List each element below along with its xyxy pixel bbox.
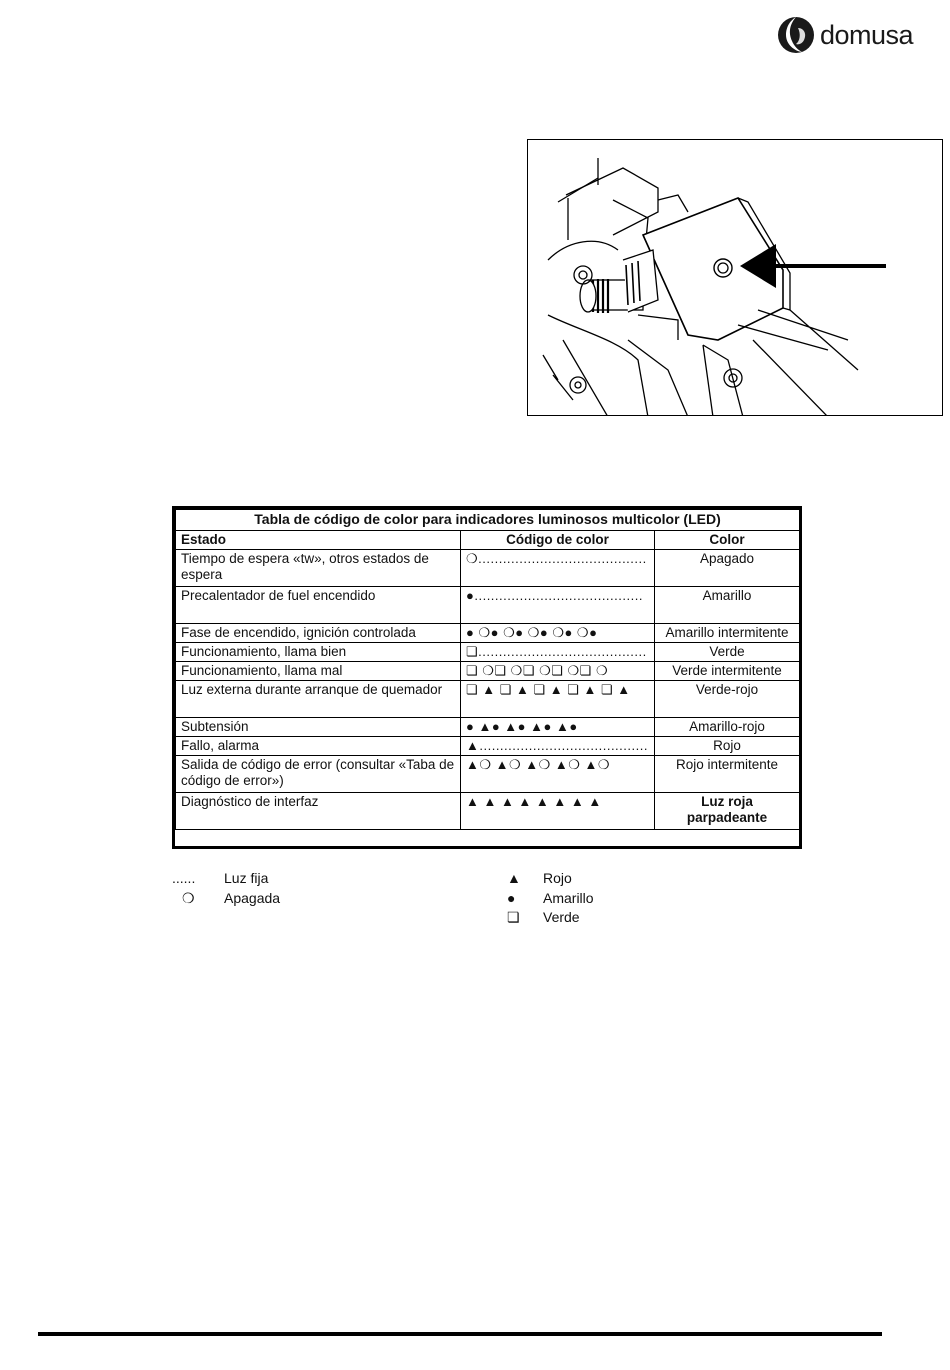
cell-codigo: ❍......................................... — [461, 550, 655, 587]
cell-color: Rojo intermitente — [655, 756, 800, 793]
off-circle-icon: ❍ — [182, 889, 195, 906]
legend-item — [172, 889, 372, 909]
cell-color: Verde-rojo — [655, 681, 800, 718]
table-row — [176, 624, 800, 643]
led-color-code-table — [172, 506, 802, 849]
column-header-color: Color — [655, 531, 800, 550]
cell-color: Amarillo intermitente — [655, 624, 800, 643]
table-title: Tabla de código de color para indicadores luminosos multicolor (LED) — [176, 510, 800, 531]
table-row — [176, 756, 800, 793]
legend-left — [172, 869, 372, 908]
cell-codigo: ❏......................................... — [461, 643, 655, 662]
legend-right — [507, 869, 707, 928]
domusa-logo-icon — [776, 14, 816, 54]
legend-label: Amarillo — [543, 889, 594, 906]
led-table — [175, 509, 800, 830]
footer-rule — [38, 1332, 882, 1336]
cell-color: Apagado — [655, 550, 800, 587]
table-row — [176, 662, 800, 681]
cell-color: Amarillo-rojo — [655, 718, 800, 737]
cell-codigo: ●......................................... — [461, 587, 655, 624]
cell-estado: Funcionamiento, llama mal — [176, 662, 461, 681]
column-header-codigo: Código de color — [461, 531, 655, 550]
legend-label: Luz fija — [224, 870, 269, 886]
table-row — [176, 550, 800, 587]
column-header-estado: Estado — [176, 531, 461, 550]
dots-symbol: ...... — [172, 870, 196, 886]
legend-label: Rojo — [543, 870, 572, 886]
table-row — [176, 681, 800, 718]
cell-codigo: ❏ ▲ ❏ ▲ ❏ ▲ ❏ ▲ ❏ ▲ — [461, 681, 655, 718]
table-row — [176, 793, 800, 830]
cell-codigo: ▲......................................... — [461, 737, 655, 756]
legend-item — [172, 869, 372, 889]
cell-codigo: ▲ ▲ ▲ ▲ ▲ ▲ ▲ ▲ — [461, 793, 655, 830]
triangle-icon: ▲ — [507, 870, 521, 886]
cell-codigo: ❏ ❍❏ ❍❏ ❍❏ ❍❏ ❍ — [461, 662, 655, 681]
domusa-logo — [776, 14, 916, 58]
table-row — [176, 587, 800, 624]
burner-led-reset-button-illustration — [528, 140, 943, 416]
cell-estado: Funcionamiento, llama bien — [176, 643, 461, 662]
cell-codigo: ● ❍● ❍● ❍● ❍● ❍● — [461, 624, 655, 643]
cell-color: Verde — [655, 643, 800, 662]
cell-color: Verde intermitente — [655, 662, 800, 681]
cell-estado: Tiempo de espera «tw», otros estados de espera — [176, 550, 461, 587]
legend-item — [507, 908, 707, 928]
burner-illustration — [527, 139, 943, 416]
cell-codigo: ▲❍ ▲❍ ▲❍ ▲❍ ▲❍ — [461, 756, 655, 793]
legend-item — [507, 869, 707, 889]
cell-color: Luz roja parpadeante — [655, 793, 800, 830]
table-row — [176, 718, 800, 737]
square-icon: ❏ — [507, 909, 520, 925]
cell-codigo: ● ▲● ▲● ▲● ▲● — [461, 718, 655, 737]
table-row — [176, 643, 800, 662]
cell-color: Amarillo — [655, 587, 800, 624]
legend-label: Apagada — [224, 889, 281, 906]
cell-estado: Diagnóstico de interfaz — [176, 793, 461, 830]
legend-label: Verde — [543, 909, 580, 925]
table-row — [176, 737, 800, 756]
cell-estado: Fase de encendido, ignición controlada — [176, 624, 461, 643]
legend-item — [507, 889, 707, 909]
cell-estado: Precalentador de fuel encendido — [176, 587, 461, 624]
cell-estado: Luz externa durante arranque de quemador — [176, 681, 461, 718]
cell-estado: Fallo, alarma — [176, 737, 461, 756]
logo-wordmark: domusa — [820, 20, 914, 50]
cell-estado: Subtensión — [176, 718, 461, 737]
cell-estado: Salida de código de error (consultar «Taba de código de error») — [176, 756, 461, 793]
filled-circle-icon: ● — [507, 889, 516, 906]
cell-color: Rojo — [655, 737, 800, 756]
